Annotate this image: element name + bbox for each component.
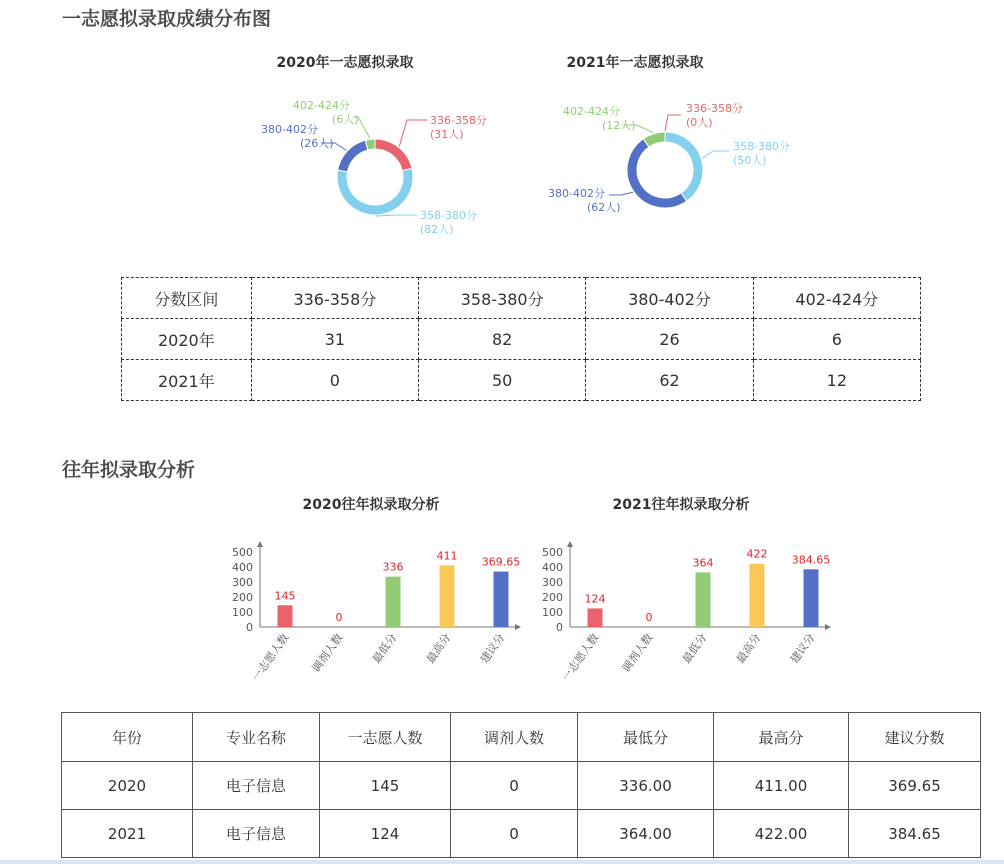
bar-value-label: 422 bbox=[746, 547, 768, 561]
table-cell: 0 bbox=[451, 810, 578, 858]
table-header-cell: 336-358分 bbox=[251, 278, 418, 319]
donut-label-count: (6人) bbox=[332, 113, 359, 126]
table-cell: 电子信息 bbox=[193, 762, 320, 810]
table-header-cell: 分数区间 bbox=[122, 278, 252, 319]
bar bbox=[696, 572, 711, 627]
bar bbox=[494, 572, 509, 627]
table-header-cell: 专业名称 bbox=[193, 713, 320, 762]
table-cell: 50 bbox=[419, 360, 586, 401]
donut-label-range: 358-380分 bbox=[420, 209, 477, 222]
donut-leader-line bbox=[399, 120, 427, 146]
x-tick-label: 调剂人数 bbox=[309, 631, 346, 675]
x-tick-label: 建议分 bbox=[787, 631, 818, 666]
bar bbox=[804, 569, 819, 627]
y-tick-label: 0 bbox=[556, 621, 563, 634]
x-tick-label: 最高分 bbox=[733, 631, 764, 666]
x-axis-arrow bbox=[825, 624, 831, 630]
y-tick-label: 500 bbox=[232, 546, 253, 559]
table-cell: 12 bbox=[753, 360, 920, 401]
y-tick-label: 200 bbox=[232, 591, 253, 604]
y-tick-label: 300 bbox=[542, 576, 563, 589]
donut-label-range: 402-424分 bbox=[563, 105, 620, 118]
table-header-cell: 最低分 bbox=[578, 713, 714, 762]
donut-slice bbox=[338, 140, 368, 172]
x-tick-label: 建议分 bbox=[477, 631, 508, 666]
table-header-row bbox=[62, 713, 981, 762]
y-axis-arrow bbox=[567, 541, 573, 547]
table-header-cell: 调剂人数 bbox=[451, 713, 578, 762]
table-header-cell: 380-402分 bbox=[586, 278, 753, 319]
donut-label-count: (82人) bbox=[420, 223, 454, 236]
table-cell: 62 bbox=[586, 360, 753, 401]
donut-chart-title-2021: 2021年一志愿拟录取 bbox=[566, 55, 704, 71]
donut-label-range: 402-424分 bbox=[293, 99, 350, 112]
table-cell: 6 bbox=[753, 319, 920, 360]
donut-label-range: 380-402分 bbox=[548, 187, 605, 200]
x-tick-label: 最低分 bbox=[369, 631, 400, 666]
table-header-cell: 年份 bbox=[62, 713, 193, 762]
table-cell: 336.00 bbox=[578, 762, 714, 810]
table-row bbox=[122, 360, 921, 401]
donut-label-count: (12人) bbox=[602, 119, 636, 132]
score-distribution-table bbox=[121, 277, 921, 401]
table-cell: 电子信息 bbox=[193, 810, 320, 858]
bar bbox=[440, 565, 455, 627]
table-header-cell: 358-380分 bbox=[419, 278, 586, 319]
section-title-distribution: 一志愿拟录取成绩分布图 bbox=[62, 8, 272, 30]
table-cell: 2020年 bbox=[122, 319, 252, 360]
bar bbox=[750, 564, 765, 627]
bar bbox=[278, 605, 293, 627]
donut-label-count: (62人) bbox=[587, 201, 621, 214]
donut-label-range: 336-358分 bbox=[686, 102, 743, 115]
x-tick-label: 调剂人数 bbox=[619, 631, 656, 675]
bar-chart-title-2020: 2020往年拟录取分析 bbox=[302, 497, 440, 513]
table-cell: 26 bbox=[586, 319, 753, 360]
donut-slice bbox=[375, 139, 412, 171]
donut-slice bbox=[665, 132, 703, 201]
x-tick-label: 最低分 bbox=[679, 631, 710, 666]
table-row bbox=[62, 810, 981, 858]
table-cell: 369.65 bbox=[849, 762, 981, 810]
table-cell: 411.00 bbox=[714, 762, 849, 810]
table-cell: 0 bbox=[251, 360, 418, 401]
y-tick-label: 200 bbox=[542, 591, 563, 604]
bar-value-label: 0 bbox=[645, 611, 653, 624]
y-tick-label: 300 bbox=[232, 576, 253, 589]
bar-value-label: 124 bbox=[584, 592, 606, 606]
bar-value-label: 384.65 bbox=[791, 553, 831, 567]
donut-label-range: 336-358分 bbox=[430, 114, 487, 127]
y-axis-arrow bbox=[257, 541, 263, 547]
donut-label-count: (0人) bbox=[686, 116, 713, 129]
table-cell: 2021年 bbox=[122, 360, 252, 401]
table-cell: 82 bbox=[419, 319, 586, 360]
donut-leader-line bbox=[702, 151, 729, 158]
table-cell: 0 bbox=[451, 762, 578, 810]
table-row bbox=[122, 319, 921, 360]
donut-chart-2020 bbox=[255, 85, 495, 265]
table-header-cell: 建议分数 bbox=[849, 713, 981, 762]
table-header-cell: 一志愿人数 bbox=[320, 713, 451, 762]
donut-slice bbox=[337, 168, 413, 215]
donut-label-range: 358-380分 bbox=[733, 140, 790, 153]
table-header-cell: 402-424分 bbox=[753, 278, 920, 319]
table-cell: 2021 bbox=[62, 810, 193, 858]
y-tick-label: 0 bbox=[246, 621, 253, 634]
bar-value-label: 411 bbox=[436, 549, 458, 563]
y-tick-label: 400 bbox=[232, 561, 253, 574]
donut-label-count: (50人) bbox=[733, 154, 767, 167]
table-cell: 124 bbox=[320, 810, 451, 858]
table-cell: 384.65 bbox=[849, 810, 981, 858]
table-row bbox=[62, 762, 981, 810]
x-tick-label: 一志愿人数 bbox=[249, 631, 292, 684]
bar bbox=[386, 577, 401, 627]
donut-leader-line bbox=[376, 215, 417, 216]
page-bottom-divider bbox=[0, 860, 1004, 864]
donut-label-count: (26人) bbox=[300, 137, 334, 150]
donut-label-range: 380-402分 bbox=[261, 123, 318, 136]
x-tick-label: 一志愿人数 bbox=[559, 631, 602, 684]
table-cell: 31 bbox=[251, 319, 418, 360]
table-header-row bbox=[122, 278, 921, 319]
x-axis-arrow bbox=[515, 624, 521, 630]
table-cell: 364.00 bbox=[578, 810, 714, 858]
donut-leader-line bbox=[609, 192, 633, 195]
bar bbox=[588, 608, 603, 627]
table-cell: 422.00 bbox=[714, 810, 849, 858]
y-tick-label: 100 bbox=[542, 606, 563, 619]
donut-leader-line bbox=[665, 115, 681, 131]
bar-value-label: 364 bbox=[692, 556, 714, 570]
history-admission-table bbox=[61, 712, 981, 858]
bar-chart-2020 bbox=[228, 538, 521, 698]
donut-chart-title-2020: 2020年一志愿拟录取 bbox=[276, 55, 414, 71]
donut-chart-2021 bbox=[525, 85, 805, 265]
bar-value-label: 336 bbox=[382, 560, 404, 574]
table-cell: 145 bbox=[320, 762, 451, 810]
table-header-cell: 最高分 bbox=[714, 713, 849, 762]
section-title-history: 往年拟录取分析 bbox=[62, 459, 196, 481]
bar-chart-title-2021: 2021往年拟录取分析 bbox=[612, 497, 750, 513]
bar-value-label: 0 bbox=[335, 611, 343, 624]
donut-slice bbox=[627, 139, 687, 208]
donut-label-count: (31人) bbox=[430, 128, 464, 141]
y-tick-label: 100 bbox=[232, 606, 253, 619]
y-tick-label: 400 bbox=[542, 561, 563, 574]
y-tick-label: 500 bbox=[542, 546, 563, 559]
table-cell: 2020 bbox=[62, 762, 193, 810]
bar-value-label: 145 bbox=[274, 589, 296, 603]
bar-value-label: 369.65 bbox=[481, 555, 521, 569]
bar-chart-2021 bbox=[538, 538, 831, 698]
x-tick-label: 最高分 bbox=[423, 631, 454, 666]
